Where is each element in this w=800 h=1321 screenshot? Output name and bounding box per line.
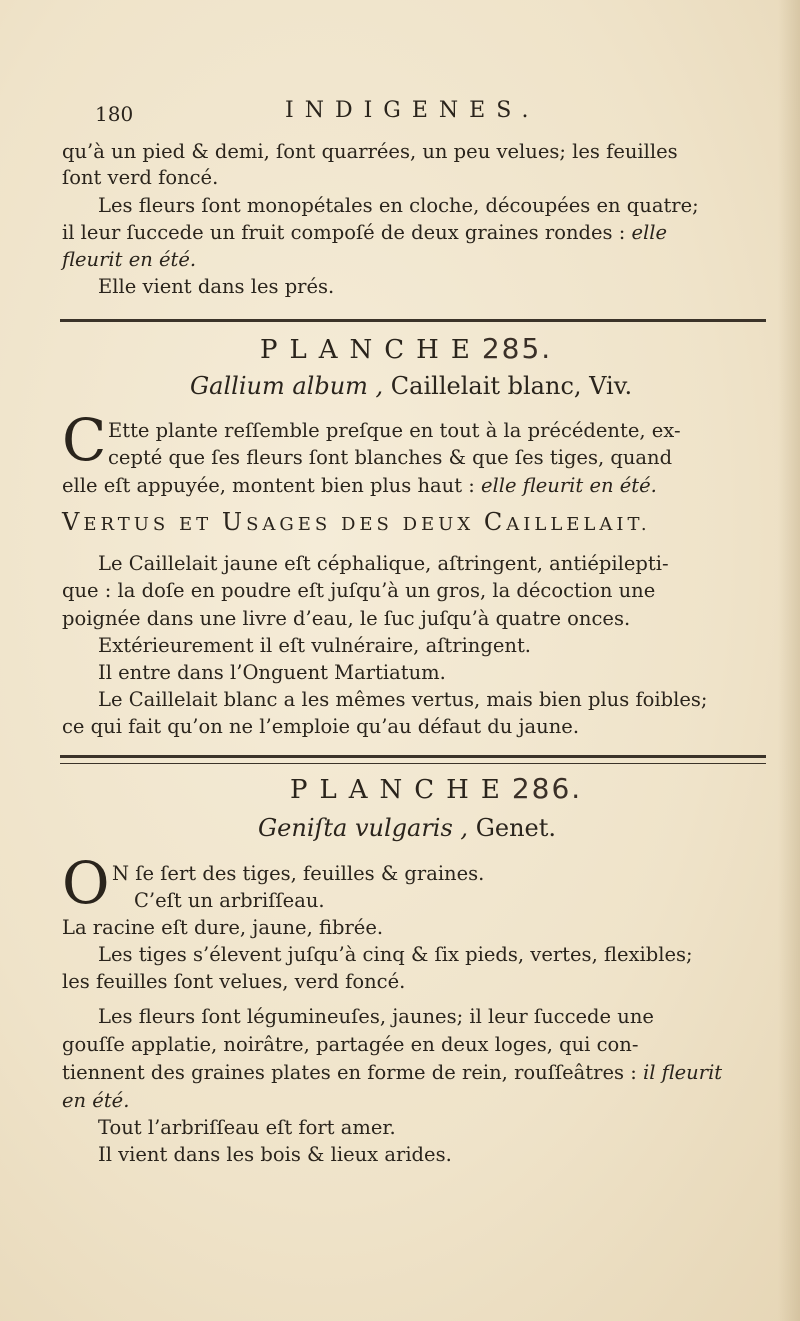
intro-line-4 (62, 219, 768, 246)
plate-286-p6: Il vient dans les bois & lieux arides. (98, 1143, 452, 1166)
plate-285-p1-line-2: cepté que ſes fleurs ſont blanches & que ſes tiges, quand (108, 446, 673, 469)
divider-rule-2 (60, 755, 766, 764)
intro-line-4-italic: elle (631, 221, 668, 244)
plate-285-heading (260, 332, 552, 365)
plate-286-p4-line-1: Les fleurs ſont légumineuſes, jaunes; il leur ſuccede une (98, 1005, 654, 1028)
plate-285-species (190, 372, 632, 400)
intro-line-6: Elle vient dans les prés. (98, 275, 335, 298)
plate-286-p4-line-3-italic: il fleurit (642, 1061, 723, 1084)
heading-part-1: ERTUS ET (83, 514, 222, 535)
plate-286-p1-line-1: N ſe ſert des tiges, feuilles & graines. (112, 862, 485, 885)
plate-286-p5: Tout l’arbriſſeau eſt fort amer. (98, 1116, 396, 1139)
plate-286-p4-line-4: en été. (62, 1089, 130, 1112)
page-number: 180 (95, 102, 134, 126)
plate-285-latin-name: Gallium album , (190, 372, 384, 400)
plate-285-p1-line-1: Ette plante reſſemble preſque en tout à la précédente, ex- (108, 419, 681, 442)
plate-286-dropcap: O (62, 849, 110, 917)
plate-285-label: PLANCHE (260, 335, 482, 365)
plate-286-common-name: Genet. (468, 814, 556, 842)
plate-285-p2-line-2: que : la doſe en poudre eſt juſqu’à un gros, la décoction une (62, 579, 656, 602)
intro-line-2: ſont verd foncé. (62, 166, 219, 189)
plate-285-p2-line-1: Le Caillelait jaune eſt céphalique, aſtringent, antiépilepti- (98, 552, 669, 575)
running-title: INDIGENES. (285, 98, 540, 123)
plate-285-p1-line-3-italic: elle fleurit en été. (481, 474, 657, 497)
plate-286-number: 286. (511, 772, 583, 805)
plate-286-p2: La racine eſt dure, jaune, fibrée. (62, 916, 384, 939)
intro-line-5: fleurit en été. (62, 248, 197, 271)
heading-part-3: AILLELAIT. (506, 514, 651, 535)
heading-initial-c: C (483, 508, 507, 536)
plate-286-p4-line-3-text: tiennent des graines plates en forme de rein, rouſſeâtres : (62, 1061, 643, 1084)
plate-285-common-name: Caillelait blanc, Viv. (383, 372, 633, 400)
plate-285-dropcap: C (62, 406, 107, 474)
plate-285-p2-line-5: Il entre dans l’Onguent Martiatum. (98, 661, 446, 684)
divider-rule-1 (60, 319, 766, 322)
page-header (95, 98, 735, 128)
heading-initial-v: V (62, 508, 84, 536)
plate-286-p4-line-3 (62, 1059, 768, 1086)
plate-286-p1-line-2: C’eſt un arbriſſeau. (134, 889, 325, 912)
plate-285-p2-line-4: Extérieurement il eſt vulnéraire, aſtringent. (98, 634, 531, 657)
intro-line-4-text: il leur ſuccede un fruit compoſé de deux graines rondes : (62, 221, 632, 244)
virtues-section-heading (62, 508, 651, 536)
plate-285-p1-line-3-text: elle eſt appuyée, montent bien plus haut : (62, 474, 481, 497)
plate-286-p3-line-2: les feuilles ſont velues, verd foncé. (62, 970, 406, 993)
plate-286-p4-line-2: gouſſe applatie, noirâtre, partagée en deux loges, qui con- (62, 1033, 639, 1056)
heading-initial-u: U (221, 508, 247, 536)
plate-285-p1-line-3 (62, 472, 768, 499)
plate-285-number: 285. (481, 332, 553, 365)
plate-286-p3-line-1: Les tiges s’élevent juſqu’à cinq & ſix pieds, vertes, flexibles; (98, 943, 693, 966)
intro-line-1: qu’à un pied & demi, ſont quarrées, un peu velues; les feuilles (62, 140, 678, 163)
plate-286-heading (290, 772, 582, 805)
heading-part-2: SAGES DES DEUX (246, 514, 484, 535)
plate-285-p2-line-3: poignée dans une livre d’eau, le ſuc juſqu’à quatre onces. (62, 607, 631, 630)
intro-line-3: Les fleurs ſont monopétales en cloche, découpées en quatre; (98, 194, 699, 217)
plate-285-p2-line-7: ce qui fait qu’on ne l’emploie qu’au défaut du jaune. (62, 715, 580, 738)
plate-285-p2-line-6: Le Caillelait blanc a les mêmes vertus, mais bien plus foibles; (98, 688, 708, 711)
plate-286-label: PLANCHE (290, 775, 512, 805)
plate-286-latin-name: Geniſta vulgaris , (258, 814, 469, 842)
plate-286-species (258, 814, 556, 842)
